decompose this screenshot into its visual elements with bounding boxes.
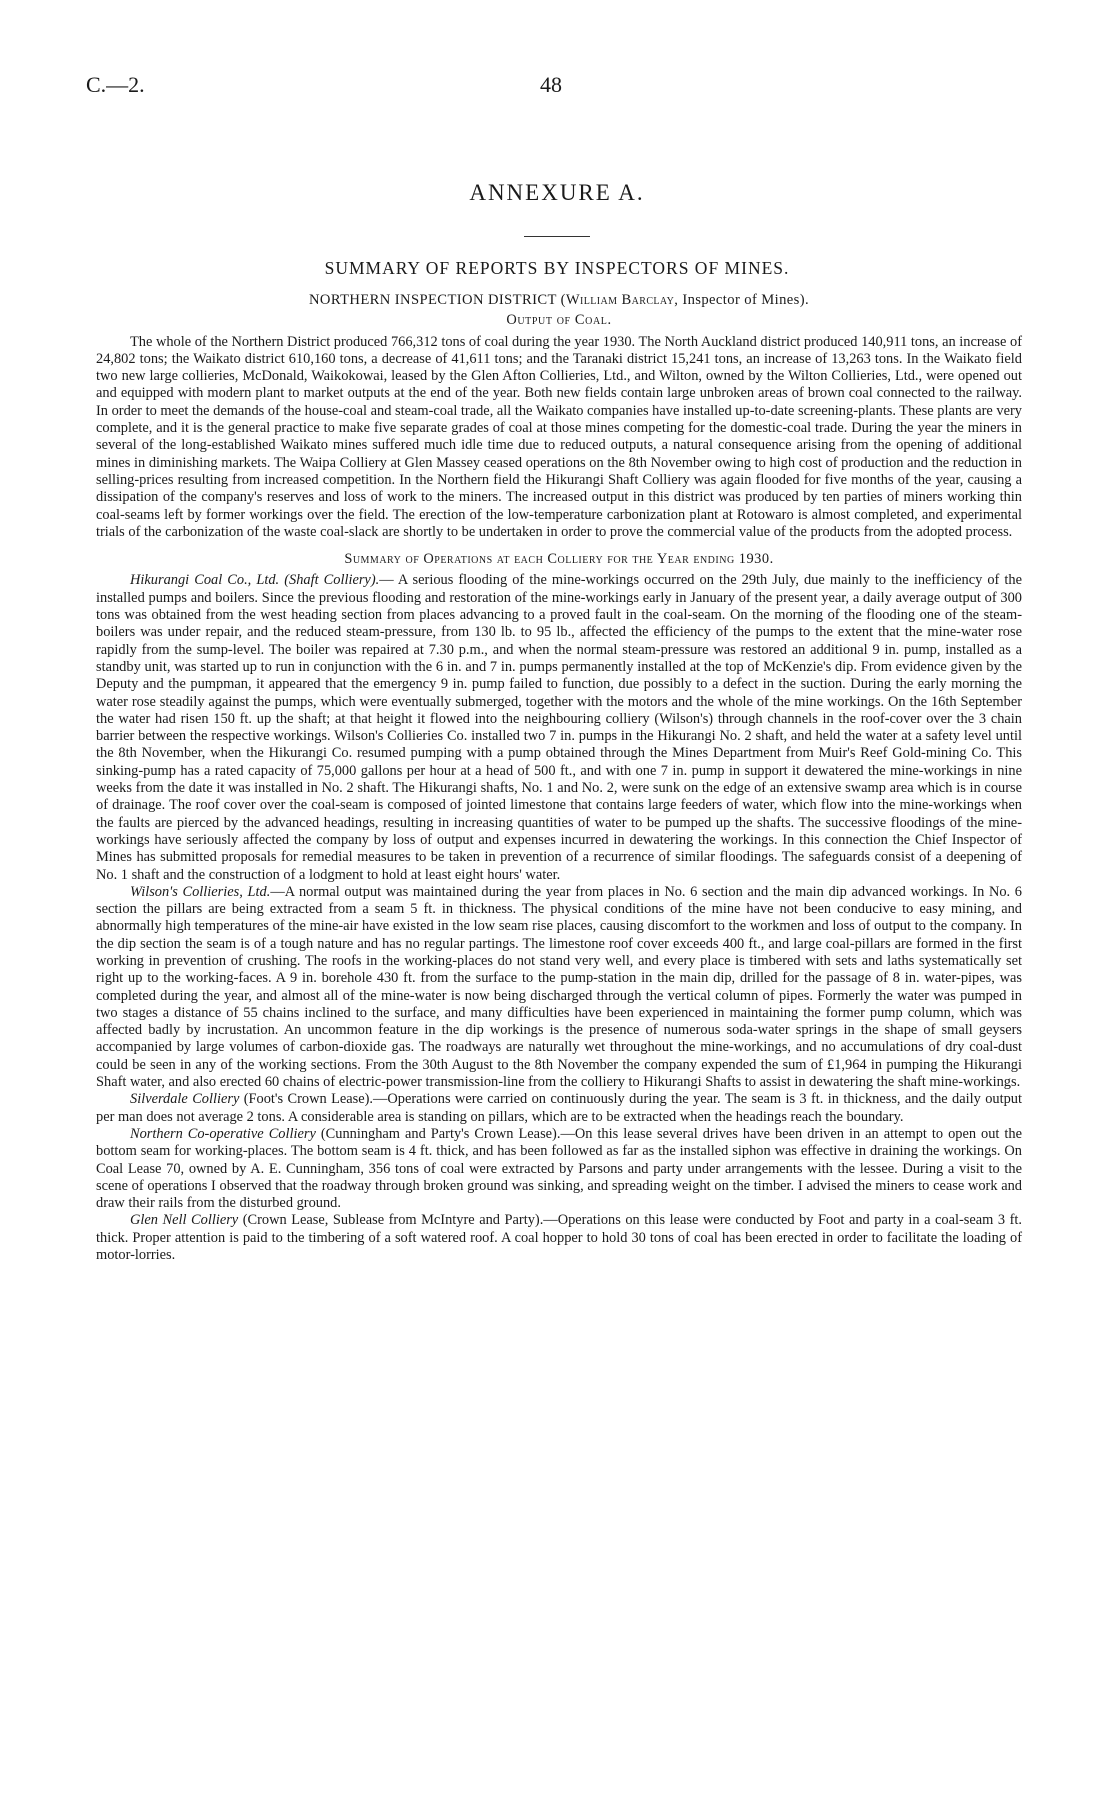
colliery-name: Wilson's Collieries, Ltd. (130, 883, 271, 900)
colliery-text: —On this lease several drives have been driven in an attempt to open out the bottom seam for working-places. The bottom seam is 4 ft. thick, and has been followed as far as the installed siphon was effective in draining the workings. On Coal Lease 70, owned by A. E. Cunningham, 356 tons of coal were extracted by Parsons and party under arrangements with the lessee. During a visit to the scene of operations I observed that the roadway through broken ground was sinking, and spreading weight on the timber. I advised the miners to cease work and draw their rails from the disturbed ground. (96, 1125, 1023, 1212)
colliery-paragraph (96, 1091, 1022, 1126)
colliery-name: Glen Nell Colliery (130, 1212, 239, 1229)
colliery-paragraph (96, 884, 1022, 1092)
output-paragraph: The whole of the Northern District produced 766,312 tons of coal during the year 1930. The North Auckland district produced 140,911 tons, an increase of 24,802 tons; the Waikato district 610,160 tons, a decrease of 41,611 tons; and the Taranaki district 15,241 tons, an increase of 13,263 tons. In the Waikato field two new large collieries, McDonald, Waikokowai, leased by the Glen Afton Collieries, Ltd., and Wilton, owned by the Wilton Collieries, Ltd., were opened out and equipped with modern plant to market outputs at the end of the year. Both new fields contain large unbroken areas of brown coal connected to the railway. In order to meet the demands of the house-coal and steam-coal trade, all the Waikato companies have installed up-to-date screening-plants. These plants are very complete, and it is the general practice to make five separate grades of coal at those mines competing for the domestic-coal trade. During the year the miners in several of the long-established Waikato mines suffered much idle time due to reduced outputs, a natural consequence arising from the opening of additional mines in diminishing markets. The Waipa Colliery at Glen Massey ceased operations on the 8th November owing to high cost of production and the reduction in selling-prices resulting from increased competition. In the Northern field the Hikurangi Shaft Colliery was again flooded for five months of the year, causing a dissipation of the company's reserves and loss of work to the miners. The increased output in this district was produced by ten parties of miners working thin coal-seams left by former workings over the field. The erection of the low-temperature carbonization plant at Rotowaro is almost completed, and experimental trials of the carbonization of the waste coal-slack are shortly to be undertaken in order to prove the commercial value of the products from the adopted process. (96, 333, 1022, 540)
summary-title: SUMMARY OF REPORTS BY INSPECTORS OF MINES. (324, 258, 790, 278)
district-suffix: , Inspector of Mines). (674, 292, 810, 308)
colliery-lease: (Cunningham and Party's Crown Lease). (315, 1125, 561, 1142)
operations-heading-year: 1930. (738, 551, 774, 568)
inspector-name: William Barclay (565, 292, 675, 308)
colliery-name: Northern Co-operative Colliery (130, 1125, 316, 1142)
colliery-name: Hikurangi Coal Co., Ltd. (Shaft Colliery). (130, 572, 380, 589)
title-divider (524, 236, 590, 237)
annexure-title: ANNEXURE A. (469, 180, 645, 205)
district-prefix: NORTHERN INSPECTION DISTRICT ( (308, 292, 566, 308)
colliery-paragraph (96, 572, 1022, 883)
district-heading (96, 292, 1022, 309)
colliery-text: — A serious flooding of the mine-workings occurred on the 29th July, due mainly to the inefficiency of the installed pumps and boilers. Since the previous flooding and restoration of the mine-workings early in January of the present year, a daily average output of 300 tons was obtained from the west heading section from places advancing to a proved fault in the coal-seam. On the morning of the flooding one of the steam-boilers was under repair, and the reduced steam-pressure, from 130 lb. to 95 lb., affected the efficiency of the pumps to the extent that the mine-water rose rapidly from the sump-level. The boiler was repaired at 7.30 p.m., and when the normal steam-pressure was restored an additional 9 in. pump, installed as a standby unit, was started up to run in conjunction with the 6 in. and 7 in. pumps permanently installed at the top of McKenzie's dip. From evidence given by the Deputy and the pumpman, it appeared that the emergency 9 in. pump failed to function, due possibly to a defect in the suction. During the early morning the water rose steadily against the pumps, which were eventually submerged, together with the motors and the whole of the mine workings. On the 16th September the water had risen 150 ft. up the shaft; at that height it flowed into the neighbouring colliery (Wilson's) through channels in the roof-cover over the 3 chain barrier between the respective workings. Wilson's Collieries Co. installed two 7 in. pumps in the Hikurangi No. 2 shaft, and held the water at a safety level until the 8th November, when the Hikurangi Co. resumed pumping with a pump obtained through the Mines Department from Muir's Reef Gold-mining Co. This sinking-pump has a rated capacity of 75,000 gallons per hour at a head of 500 ft., and with one 7 in. pump in support it dewatered the mine-workings in nine weeks from the date it was installed in No. 2 shaft. The Hikurangi shafts, No. 1 and No. 2, were sunk on the edge of an extensive swamp area which is in course of drainage. The roof cover over the coal-seam is composed of jointed limestone that contains large feeders of water, which flow into the mine-workings when the faults are pierced by the advanced headings, resulting in increasing quantities of water to be pumped up the shafts. The successive floodings of the mine-workings have seriously affected the company by loss of output and expenses incurred in dewatering the workings. In this connection the Chief Inspector of Mines has submitted proposals for remedial measures to be taken in prevention of a recurrence of similar floodings. The safeguards consist of a deepening of No. 1 shaft and the construction of a lodgment to hold at least eight hours' water. (96, 572, 1022, 883)
colliery-text: —A normal output was maintained during the year from places in No. 6 section and the main dip advanced workings. In No. 6 section the pillars are being extracted from a seam 5 ft. in thickness. The physical conditions of the mine have not been conducive to easy mining, and abnormally high temperatures of the mine-air have existed in the low seam rise places, causing discomfort to the workmen and loss of output to the company. In the dip section the seam is of a tough nature and has no regular partings. The limestone roof cover exceeds 400 ft., and large coal-pillars are formed in the first working in prevention of crushing. The roofs in the working-places do not stand very well, and every place is timbered with sets and laths systematically set right up to the working-faces. A 9 in. borehole 430 ft. from the surface to the pump-station in the main dip, drilled for the passage of 8 in. water-pipes, was completed during the year, and almost all of the mine-water is now being discharged through the vertical column of pipes. Formerly the water was pumped in two stages a distance of 55 chains inclined to the surface, and many difficulties have been experienced in maintaining the former pump column, which was affected badly by incrustation. An uncommon feature in the dip workings is the presence of numerous soda-water springs in the shape of small geysers accompanied by large volumes of carbon-dioxide gas. The roadways are naturally wet throughout the mine-workings, and no accumulations of dry coal-dust could be seen in any of the working sections. From the 30th August to the 8th November the company expended the sum of £1,964 in pumping the Hikurangi Shaft water, and also erected 60 chains of electric-power transmission-line from the colliery to Hikurangi Shafts to assist in dewatering the shaft mine-workings. (96, 883, 1022, 1091)
colliery-lease: (Crown Lease, Sublease from McIntyre and Party). (238, 1212, 544, 1229)
page-number: 48 (540, 72, 562, 97)
report-code: C.—2. (86, 72, 145, 97)
colliery-text: —Operations on this lease were conducted by Foot and party in a coal-seam 3 ft. thick. Proper attention is paid to the timbering of a soft watered roof. A coal hopper to hold 30 tons of coal has been erected in order to facilitate the loading of motor-lorries. (96, 1212, 1023, 1264)
operations-heading-text: Summary of Operations at each Colliery for the Year ending (344, 551, 735, 568)
document-body (96, 292, 1022, 1264)
output-heading: Output of Coal. (506, 312, 612, 329)
colliery-text: —Operations were carried on continuously during the year. The seam is 3 ft. in thickness, and the daily output per man does not average 2 tons. A considerable area is standing on pillars, which are to be extracted when the headings reach the boundary. (96, 1091, 1022, 1125)
colliery-paragraph (96, 1126, 1022, 1212)
colliery-paragraph (96, 1212, 1022, 1264)
colliery-lease: (Foot's Crown Lease). (239, 1091, 374, 1108)
colliery-name: Silverdale Colliery (130, 1091, 240, 1108)
operations-heading (96, 551, 1022, 568)
